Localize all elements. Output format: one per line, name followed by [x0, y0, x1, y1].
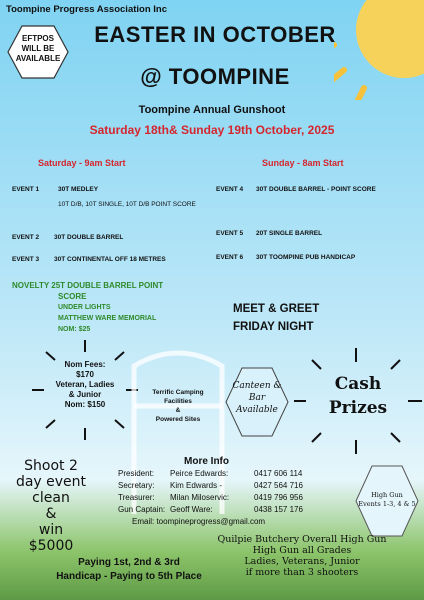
contacts: President: Peirce Edwards: 0417 606 114 Secretary: Kim Edwards - 0427 564 716 Treasurer: Milan Miloservic: 0419 796 956 Gun Captain: Geoff Ware: 0438 157 176 Email: toompineprogress@gmail.com — [118, 469, 303, 526]
event-label: EVENT 2 — [12, 234, 40, 241]
novelty-event: NOVELTY 25T DOUBLE BARREL POINT SCORE UNDER LIGHTS MATTHEW WARE MEMORIAL NOM: $25 — [12, 281, 164, 333]
event-description: 10T D/B, 10T SINGLE, 10T D/B POINT SCORE — [58, 201, 196, 208]
page-title: EASTER IN OCTOBER — [94, 22, 336, 47]
camping-facilities: Terrific Camping Facilities & Powered Sites — [152, 389, 204, 423]
canteen-and-bar: Canteen & Bar Available — [232, 381, 282, 415]
event-title: 30T DOUBLE BARREL - POINT SCORE — [256, 186, 376, 193]
event-title: 30T DOUBLE BARREL — [54, 234, 124, 241]
sunday-heading: Sunday - 8am Start — [262, 158, 344, 168]
event-label: EVENT 6 — [216, 254, 244, 261]
meet-and-greet: MEET & GREET FRIDAY NIGHT — [233, 303, 320, 333]
event-title: 30T MEDLEY — [58, 186, 99, 193]
more-info-heading: More Info — [184, 456, 229, 467]
event-label: EVENT 1 — [12, 186, 40, 193]
event-label: EVENT 3 — [12, 256, 40, 263]
nom-fees: Nom Fees: $170 Veteran, Ladies & Junior Nom: $150 — [55, 360, 115, 409]
event-label: EVENT 5 — [216, 230, 244, 237]
event-title: 20T SINGLE BARREL — [256, 230, 323, 237]
paying-places: Paying 1st, 2nd & 3rd Handicap - Paying to 5th Place — [56, 557, 202, 582]
high-gun-events: High Gun Events 1-3, 4 & 5 — [358, 491, 416, 508]
event-dates: Saturday 18th& Sunday 19th October, 2025 — [89, 123, 335, 137]
cash-prizes: Cash Prizes — [328, 374, 388, 418]
quilpie-high-gun: Quilpie Butchery Overall High Gun High Gun all Grades Ladies, Veterans, Junior if more than 3 shooters — [217, 534, 387, 578]
event-title: 30T TOOMPINE PUB HANDICAP — [256, 254, 356, 261]
event-label: EVENT 4 — [216, 186, 244, 193]
page-title-location: @ TOOMPINE — [140, 64, 290, 89]
organisation-name: Toompine Progress Association Inc — [6, 4, 168, 15]
eftpos-notice: EFTPOS WILL BE AVAILABLE — [15, 34, 61, 63]
shoot-promo: Shoot 2 day event clean & win $5000 — [15, 458, 87, 554]
event-subtitle: Toompine Annual Gunshoot — [138, 104, 286, 116]
event-title: 30T CONTINENTAL OFF 18 METRES — [54, 256, 166, 263]
saturday-heading: Saturday - 9am Start — [38, 158, 126, 168]
